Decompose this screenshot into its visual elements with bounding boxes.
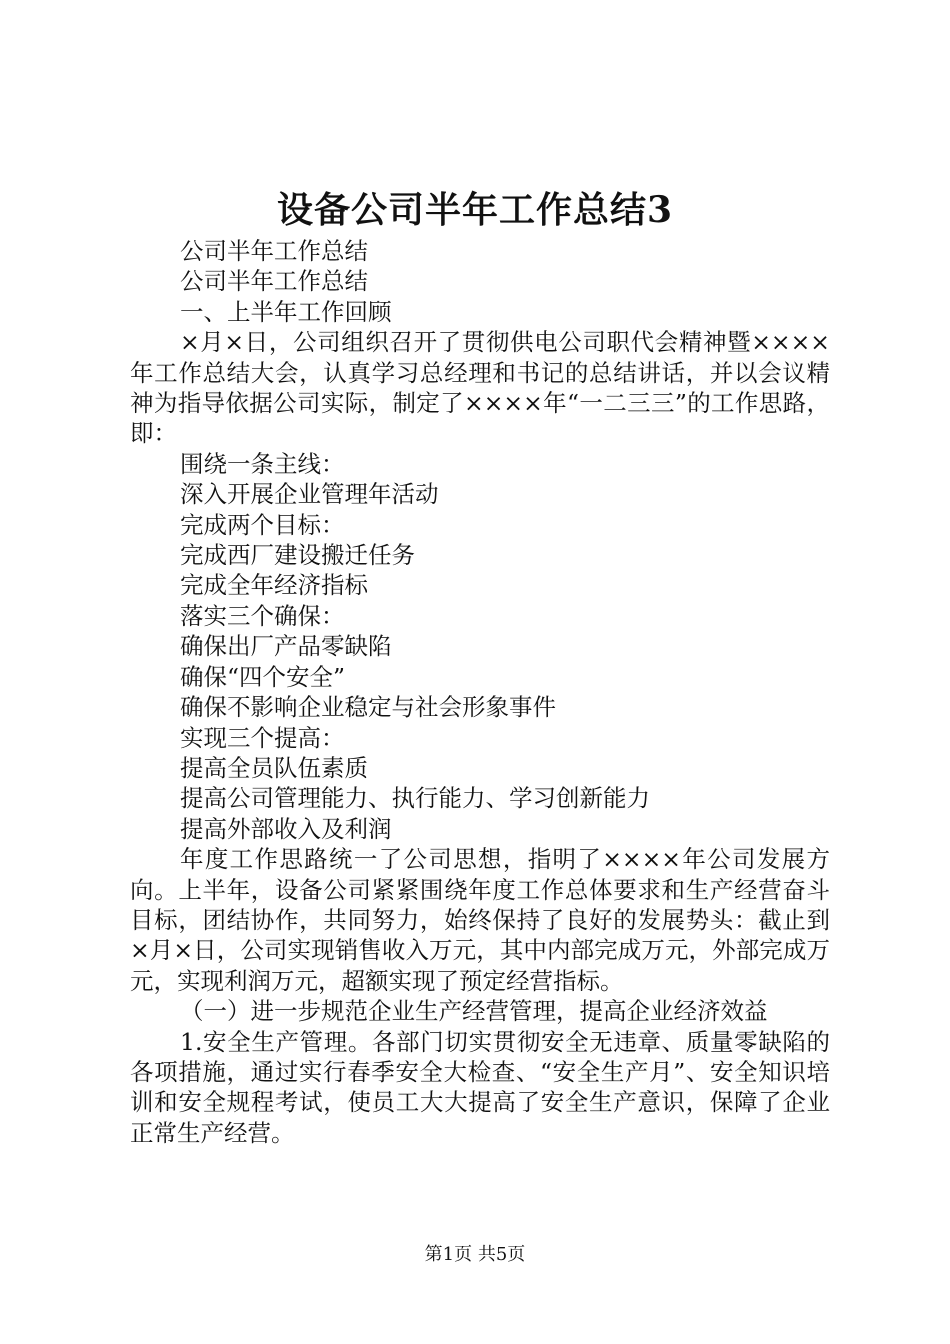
paragraph-annual-summary: 年度工作思路统一了公司思想，指明了××××年公司发展方向。上半年，设备公司紧紧围绕年度工作总体要求和生产经营奋斗目标，团结协作，共同努力，始终保持了良好的发展势头：截止到×月×日，公司实现销售收入万元，其中内部完成万元，外部完成万元，实现利润万元，超额实现了预定经营指标。 (130, 845, 830, 995)
list-item: 实现三个提高： (180, 723, 345, 752)
paragraph-meeting: ×月×日，公司组织召开了贯彻供电公司职代会精神暨××××年工作总结大会，认真学习总经理和书记的总结讲话，并以会议精神为指导依据公司实际，制定了××××年“一二三三”的工作思路，即： (130, 328, 830, 448)
list-item: 确保不影响企业稳定与社会形象事件 (180, 693, 556, 722)
document-title: 设备公司半年工作总结3 (276, 189, 674, 231)
list-item: 提高外部收入及利润 (180, 814, 392, 843)
list-item: 深入开展企业管理年活动 (180, 480, 439, 509)
list-item: 确保“四个安全” (180, 662, 346, 691)
paragraph-subtitle-2: 公司半年工作总结 (180, 267, 368, 296)
section-heading-review: 一、上半年工作回顾 (180, 297, 392, 326)
paragraph-subtitle-1: 公司半年工作总结 (180, 237, 368, 265)
list-item: 确保出厂产品零缺陷 (180, 632, 392, 661)
paragraph-safety: 1.安全生产管理。各部门切实贯彻安全无违章、质量零缺陷的各项措施，通过实行春季安全大检查、“安全生产月”、安全知识培训和安全规程考试，使员工大大提高了安全生产意识，保障了企业正常生产经营。 (130, 1027, 830, 1147)
list-item: 完成西厂建设搬迁任务 (180, 541, 415, 570)
page-footer: 第1页 共5页 (424, 1244, 526, 1265)
document-body (130, 236, 830, 1148)
list-item: 围绕一条主线： (180, 449, 345, 478)
list-item: 提高全员队伍素质 (180, 753, 368, 782)
list-item: 提高公司管理能力、执行能力、学习创新能力 (180, 784, 650, 813)
list-item: 完成两个目标： (180, 510, 345, 539)
list-item: 完成全年经济指标 (180, 571, 368, 600)
list-item: 落实三个确保： (180, 601, 345, 630)
section-heading-management: （一）进一步规范企业生产经营管理，提高企业经济效益 (180, 997, 768, 1026)
